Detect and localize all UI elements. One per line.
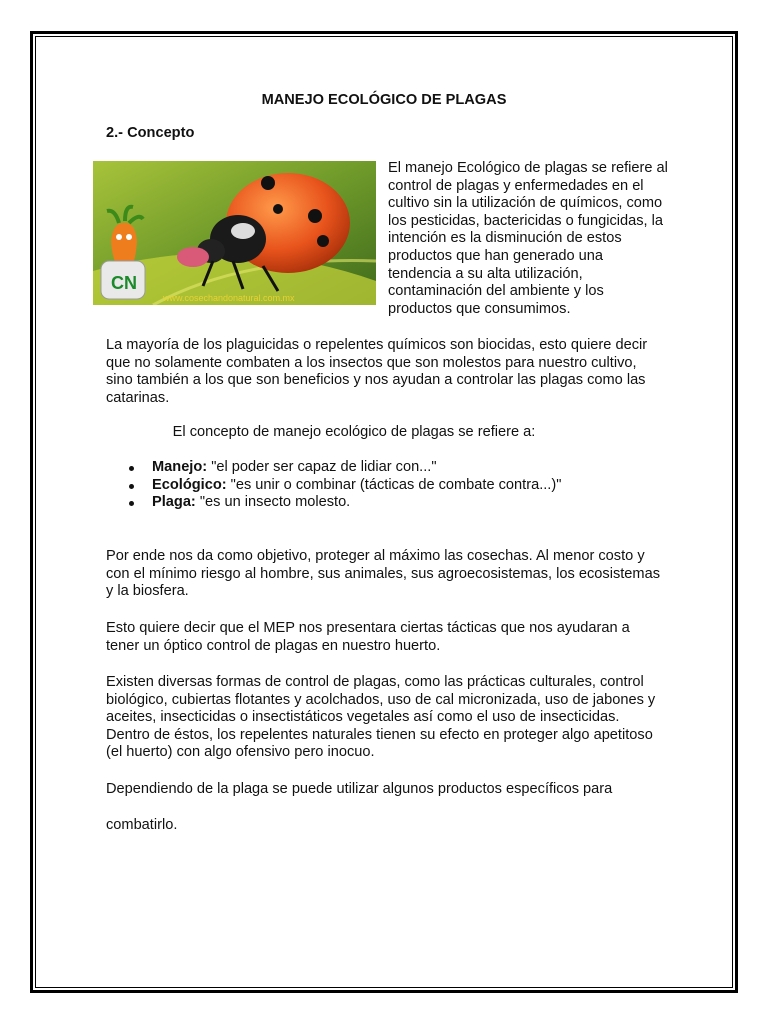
document-title: MANEJO ECOLÓGICO DE PLAGAS bbox=[261, 92, 507, 108]
svg-text:CN: CN bbox=[111, 273, 137, 293]
concept-intro: El concepto de manejo ecológico de plagas se refiere a: bbox=[172, 424, 536, 440]
ladybug-photo bbox=[93, 161, 376, 305]
paragraph-formas-control: Existen diversas formas de control de plagas, como las prácticas culturales, control biológico, cubiertas flotantes y acolchados, uso de cal micronizada, uso de jabones y aceites, insecticidas o insectistáticos vegetales así como el uso de insecticidas. Dentro de éstos, los repelentes naturales tienen su efecto en proteger algo apetitoso (el huerto) con algo ofensivo pero inocuo. bbox=[106, 674, 656, 761]
definitions-list bbox=[106, 459, 561, 512]
list-item: Manejo: "el poder ser capaz de lidiar con..." bbox=[106, 459, 561, 477]
paragraph-objetivo: Por ende nos da como objetivo, proteger al máximo las cosechas. Al menor costo y con el mínimo riesgo al hombre, sus animales, sus agroecosistemas, los ecosistemas y la biosfera. bbox=[106, 548, 660, 600]
section-heading: 2.- Concepto bbox=[106, 125, 195, 141]
list-item: Plaga: "es un insecto molesto. bbox=[106, 494, 561, 512]
paragraph-combatirlo: combatirlo. bbox=[106, 817, 178, 833]
paragraph-biocidas: La mayoría de los plaguicidas o repelentes químicos son biocidas, esto quiere decir que no solamente combaten a los insectos que son molestos para nuestro cultivo, sino también a los que son beneficios y nos ayudan a controlar las plagas como las catarinas. bbox=[106, 337, 648, 406]
ladybug-illustration bbox=[93, 161, 376, 305]
list-item: Ecológico: "es unir o combinar (tácticas de combate contra...)" bbox=[106, 477, 561, 495]
image-watermark: www.cosechandonatural.com.mx bbox=[163, 293, 295, 303]
intro-paragraph: El manejo Ecológico de plagas se refiere al control de plagas y enfermedades en el cultivo sin la utilización de químicos, como los pesticidas, bactericidas o fungicidas, la intención es la disminución de estos productos que han generado una tendencia a su alta utilización, contaminación del ambiente y los productos que consumimos. bbox=[388, 160, 668, 317]
paragraph-dependiendo: Dependiendo de la plaga se puede utilizar algunos productos específicos para bbox=[106, 781, 613, 797]
paragraph-mep: Esto quiere decir que el MEP nos presentara ciertas tácticas que nos ayudaran a tener un óptico control de plagas en nuestro huerto. bbox=[106, 620, 630, 654]
